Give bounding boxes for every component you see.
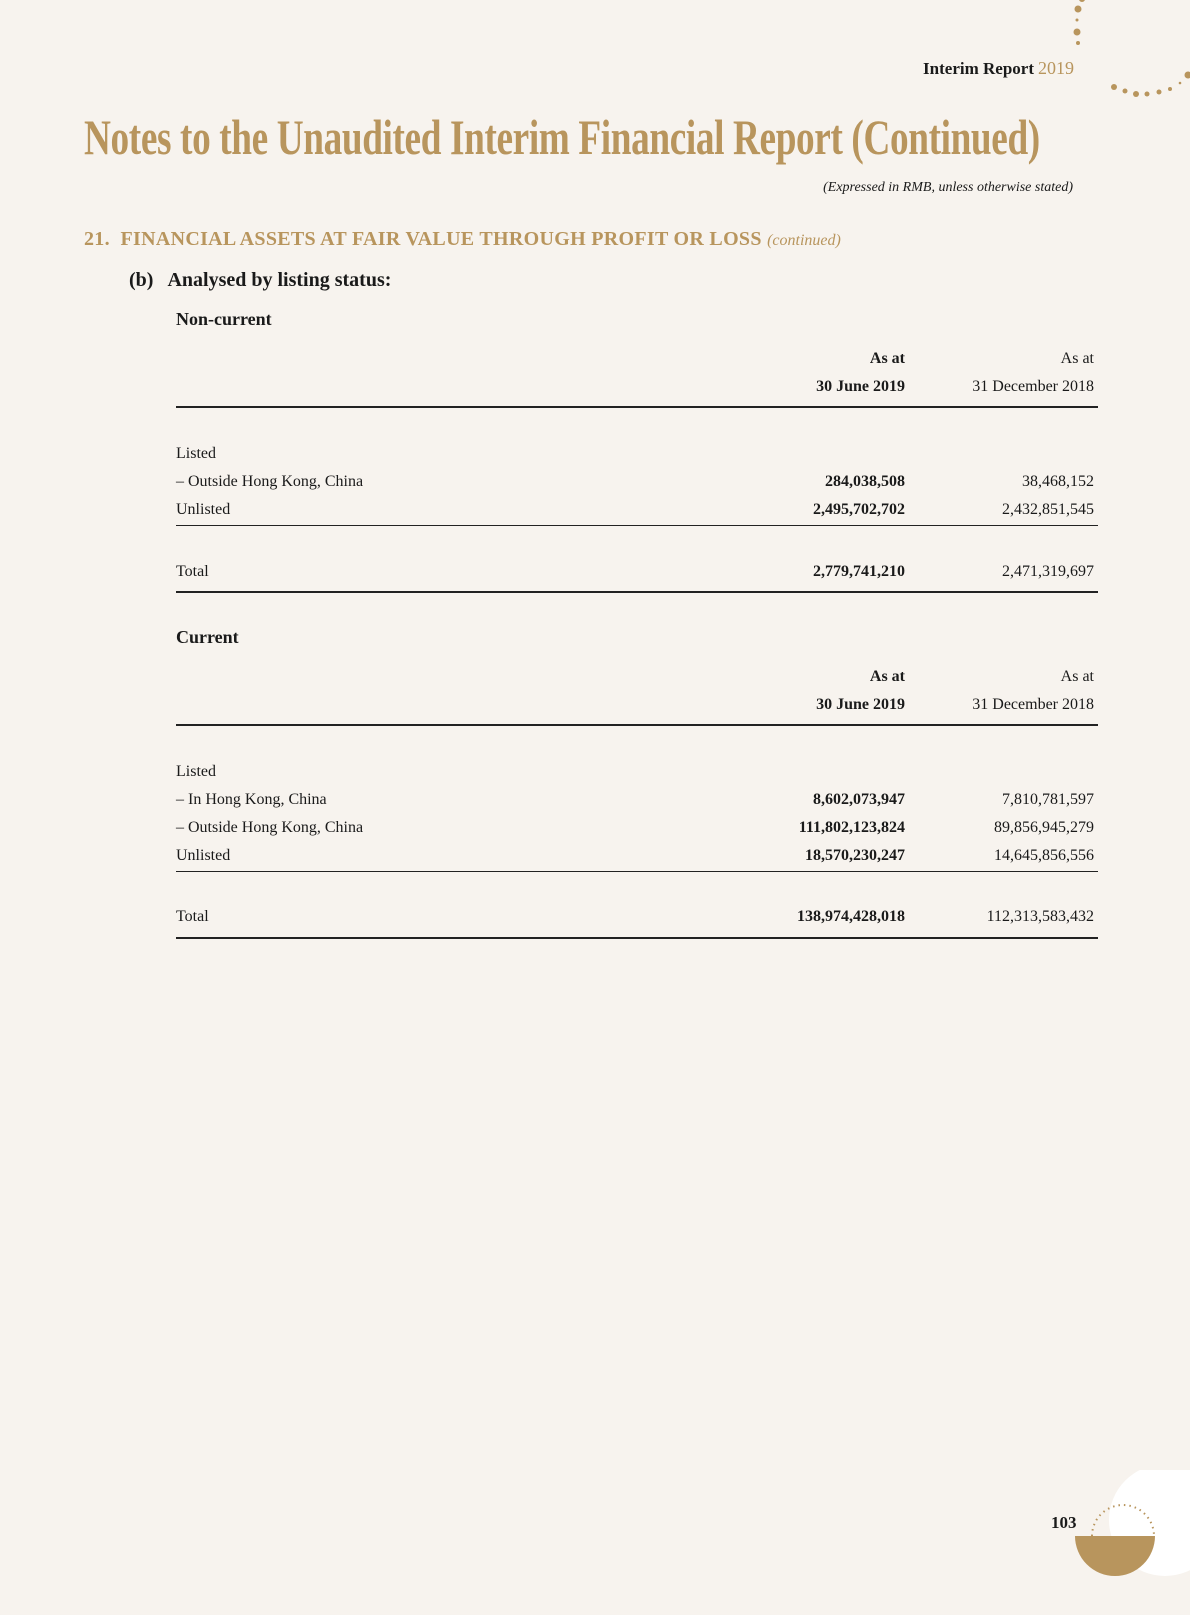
value-2018: 112,313,583,432	[986, 908, 1094, 925]
value-2018: 14,645,856,556	[994, 847, 1094, 864]
value-2019: 138,974,428,018	[797, 908, 905, 925]
col1-header: As at	[869, 668, 905, 685]
col1-date: 30 June 2019	[816, 696, 905, 713]
value-2019: 18,570,230,247	[805, 847, 905, 864]
row-label: Listed	[176, 763, 216, 780]
header-row	[176, 668, 1105, 690]
row-label: Unlisted	[176, 847, 231, 864]
report-year: 2019	[1038, 58, 1074, 78]
divider	[176, 591, 1098, 593]
divider	[176, 724, 1098, 726]
value-2019: 284,038,508	[825, 473, 905, 490]
row-label: Listed	[176, 445, 216, 462]
col1-date: 30 June 2019	[816, 378, 905, 395]
page-title: Notes to the Unaudited Interim Financial Report (Continued)	[84, 109, 1040, 165]
currency-note: (Expressed in RMB, unless otherwise stated)	[823, 180, 1073, 195]
subsection-title: Analysed by listing status:	[167, 269, 392, 291]
row-label: – In Hong Kong, China	[176, 791, 327, 808]
report-name: Interim Report	[923, 59, 1034, 78]
value-2018: 7,810,781,597	[1002, 791, 1094, 808]
row-label: Unlisted	[176, 501, 231, 518]
total-row	[176, 563, 1105, 585]
value-2018: 38,468,152	[1022, 473, 1094, 490]
value-2019: 2,779,741,210	[813, 563, 905, 580]
divider	[176, 871, 1098, 872]
col2-date: 31 December 2018	[972, 696, 1094, 713]
page-number: 103	[1051, 1513, 1077, 1532]
table-row	[176, 445, 1105, 467]
non-current-heading: Non-current	[176, 309, 272, 329]
section-number: 21.	[84, 228, 110, 250]
col2-header: As at	[1060, 668, 1094, 685]
subsection-letter: (b)	[129, 269, 154, 291]
value-2018: 2,471,319,697	[1002, 563, 1094, 580]
header-row	[176, 350, 1105, 372]
row-label: – Outside Hong Kong, China	[176, 819, 364, 836]
section-heading	[84, 228, 841, 251]
report-header	[923, 58, 1074, 79]
current-heading: Current	[176, 627, 239, 647]
table-row	[176, 501, 1105, 523]
table-row	[176, 847, 1105, 869]
section-title: FINANCIAL ASSETS AT FAIR VALUE THROUGH PROFIT OR LOSS	[120, 228, 762, 250]
col1-header: As at	[869, 350, 905, 367]
table-row	[176, 473, 1105, 495]
row-label: Total	[176, 563, 209, 580]
divider	[176, 937, 1098, 939]
value-2019: 2,495,702,702	[813, 501, 905, 518]
table-row	[176, 791, 1105, 813]
col2-header: As at	[1060, 350, 1094, 367]
row-label: Total	[176, 908, 209, 925]
col2-date: 31 December 2018	[972, 378, 1094, 395]
table-row	[176, 819, 1105, 841]
row-label: – Outside Hong Kong, China	[176, 473, 364, 490]
dotted-arc-decoration-icon	[1070, 0, 1190, 100]
divider	[176, 406, 1098, 408]
total-row	[176, 908, 1105, 930]
section-continued: (continued)	[767, 232, 841, 249]
subsection-heading	[129, 269, 391, 292]
half-circle-decoration-icon	[1070, 1470, 1190, 1615]
value-2018: 89,856,945,279	[994, 819, 1094, 836]
value-2019: 8,602,073,947	[813, 791, 905, 808]
divider	[176, 525, 1098, 526]
value-2018: 2,432,851,545	[1002, 501, 1094, 518]
table-row	[176, 763, 1105, 785]
value-2019: 111,802,123,824	[798, 819, 905, 836]
header-row	[176, 696, 1105, 718]
header-row	[176, 378, 1105, 400]
